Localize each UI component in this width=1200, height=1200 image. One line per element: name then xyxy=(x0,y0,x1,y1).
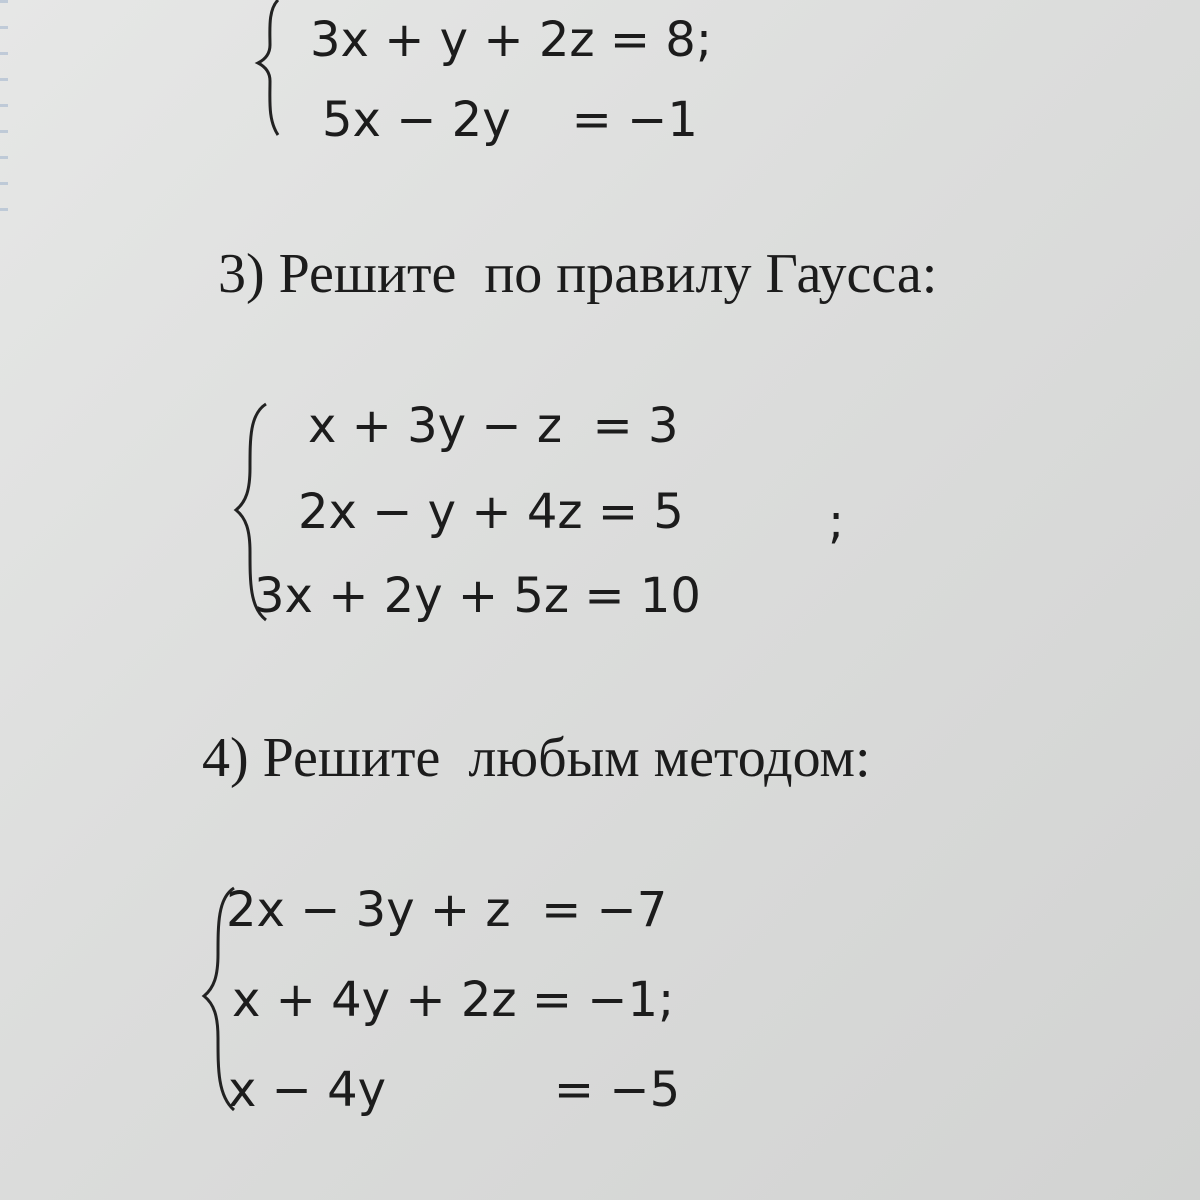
equation-line: x + 4y + 2z = −1; xyxy=(232,972,675,1028)
equation-separator: ; xyxy=(828,494,845,550)
section-3-heading: 3) Решите по правилу Гаусса: xyxy=(218,243,938,305)
equation-line: 5x − 2y = −1 xyxy=(322,92,698,148)
equation-line: 2x − y + 4z = 5 xyxy=(298,484,684,540)
equation-line: 2x − 3y + z = −7 xyxy=(226,882,668,938)
equation-line: x + 3y − z = 3 xyxy=(308,398,679,454)
section-4-heading: 4) Решите любым методом: xyxy=(202,727,871,789)
equation-line: x − 4y = −5 xyxy=(228,1062,681,1118)
equation-line: 3x + 2y + 5z = 10 xyxy=(254,568,701,624)
paper-edge xyxy=(0,0,8,220)
equation-line: 3x + y + 2z = 8; xyxy=(310,12,712,68)
left-brace-icon xyxy=(250,0,290,140)
